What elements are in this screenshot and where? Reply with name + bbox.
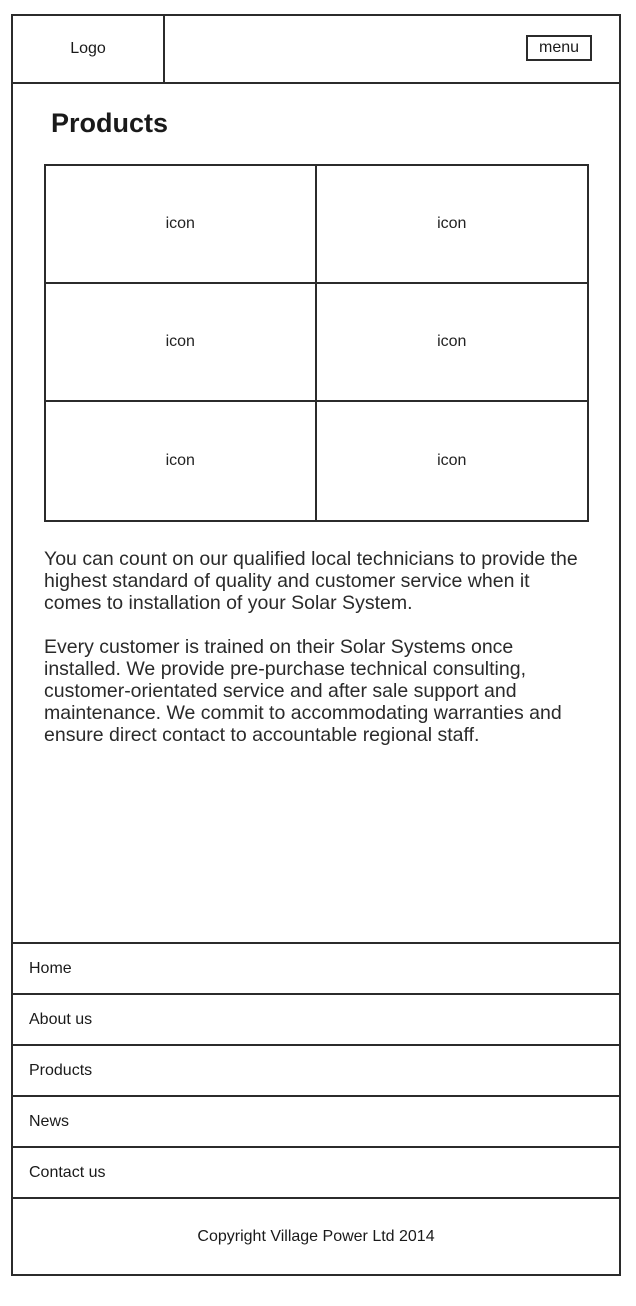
copyright: Copyright Village Power Ltd 2014 — [197, 1228, 435, 1245]
menu-button[interactable]: menu — [526, 35, 592, 61]
nav-item-home[interactable]: Home — [13, 944, 619, 995]
product-icon-6[interactable]: icon — [437, 452, 467, 469]
nav-item-news[interactable]: News — [13, 1097, 619, 1148]
page-frame — [11, 14, 621, 1276]
body-text — [44, 548, 592, 768]
nav-item-products[interactable]: Products — [13, 1046, 619, 1097]
page-title: Products — [51, 108, 169, 138]
nav-item-contact[interactable]: Contact us — [13, 1148, 619, 1199]
product-icon-2[interactable]: icon — [317, 166, 588, 284]
logo[interactable]: Logo — [13, 16, 165, 82]
product-icon-1[interactable]: icon — [46, 166, 317, 284]
intro-paragraph: You can count on our qualified local technicians to provide the highest standard of quality and customer service when it comes to installation of your Solar System. — [44, 548, 578, 614]
header — [13, 16, 619, 84]
product-icon-5[interactable]: icon — [46, 402, 317, 520]
product-icon-3[interactable]: icon — [46, 284, 317, 402]
nav-item-about[interactable]: About us — [13, 995, 619, 1046]
product-grid — [44, 164, 589, 522]
service-paragraph: Every customer is trained on their Solar Systems once installed. We provide pre-purchase technical consulting, customer-orientated service and after sale support and maintenance. We commit to accommodating warranties and ensure direct contact to accountable regional staff. — [44, 636, 562, 746]
footer-nav — [13, 942, 619, 1199]
product-icon-4[interactable]: icon — [317, 284, 588, 402]
